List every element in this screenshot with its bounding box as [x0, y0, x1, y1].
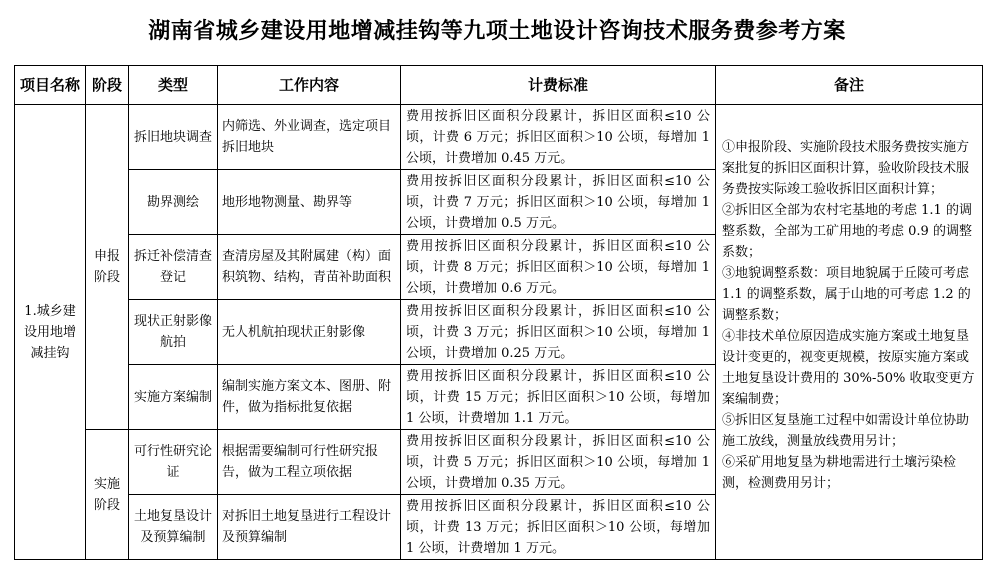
fee-cell: 费用按拆旧区面积分段累计，拆旧区面积≤10 公顷，计费 8 万元；拆旧区面积＞10 公顷，每增加 1 公顷，计费增加 0.6 万元。 [401, 235, 716, 300]
project-name-cell: 1.城乡建设用地增减挂钩 [15, 105, 86, 560]
fee-cell: 费用按拆旧区面积分段累计，拆旧区面积≤10 公顷，计费 6 万元；拆旧区面积＞10 公顷，每增加 1 公顷，计费增加 0.45 万元。 [401, 105, 716, 170]
note-item: ②拆旧区全部为农村宅基地的考虑 1.1 的调整系数，全部为工矿用地的考虑 0.9 的调整系数； [722, 203, 972, 260]
content-cell: 对拆旧土地复垦进行工程设计及预算编制 [218, 495, 401, 560]
fee-table [14, 65, 983, 560]
fee-cell: 费用按拆旧区面积分段累计，拆旧区面积≤10 公顷，计费 5 万元；拆旧区面积＞10 公顷，每增加 1 公顷，计费增加 0.35 万元。 [401, 430, 716, 495]
fee-cell: 费用按拆旧区面积分段累计，拆旧区面积≤10 公顷，计费 3 万元；拆旧区面积＞10 公顷，每增加 1 公顷，计费增加 0.25 万元。 [401, 300, 716, 365]
header-phase: 阶段 [86, 66, 129, 105]
header-content: 工作内容 [218, 66, 401, 105]
content-cell: 无人机航拍现状正射影像 [218, 300, 401, 365]
phase-cell: 实施阶段 [86, 430, 129, 560]
type-cell: 可行性研究论证 [129, 430, 218, 495]
header-type: 类型 [129, 66, 218, 105]
note-item: ③地貌调整系数：项目地貌属于丘陵可考虑 1.1 的调整系数，属于山地的可考虑 1.2 的调整系数； [722, 266, 971, 323]
content-cell: 查清房屋及其附属建（构）面积筑物、结构，青苗补助面积 [218, 235, 401, 300]
fee-cell: 费用按拆旧区面积分段累计，拆旧区面积≤10 公顷，计费 15 万元；拆旧区面积＞10 公顷，每增加 1 公顷，计费增加 1.1 万元。 [401, 365, 716, 430]
type-cell: 拆旧地块调查 [129, 105, 218, 170]
header-notes: 备注 [716, 66, 983, 105]
type-cell: 拆迁补偿清查登记 [129, 235, 218, 300]
fee-cell: 费用按拆旧区面积分段累计，拆旧区面积≤10 公顷，计费 13 万元；拆旧区面积＞10 公顷，每增加 1 公顷，计费增加 1 万元。 [401, 495, 716, 560]
type-cell: 勘界测绘 [129, 170, 218, 235]
table-row [15, 105, 983, 170]
content-cell: 地形地物测量、勘界等 [218, 170, 401, 235]
note-item: ④非技术单位原因造成实施方案或土地复垦设计变更的，视变更规模，按原实施方案或土地复垦设计费用的 30%-50% 收取变更方案编制费； [722, 329, 975, 407]
fee-cell: 费用按拆旧区面积分段累计，拆旧区面积≤10 公顷，计费 7 万元；拆旧区面积＞10 公顷，每增加 1 公顷，计费增加 0.5 万元。 [401, 170, 716, 235]
type-cell: 实施方案编制 [129, 365, 218, 430]
notes-cell [716, 105, 983, 560]
type-cell: 现状正射影像航拍 [129, 300, 218, 365]
note-item: ⑥采矿用地复垦为耕地需进行土壤污染检测，检测费用另计； [722, 455, 957, 491]
note-item: ⑤拆旧区复垦施工过程中如需设计单位协助施工放线，测量放线费用另计； [722, 413, 970, 449]
type-cell: 土地复垦设计及预算编制 [129, 495, 218, 560]
content-cell: 内筛选、外业调查，选定项目拆旧地块 [218, 105, 401, 170]
header-project-name: 项目名称 [15, 66, 86, 105]
content-cell: 根据需要编制可行性研究报告，做为工程立项依据 [218, 430, 401, 495]
document-title: 湖南省城乡建设用地增减挂钩等九项土地设计咨询技术服务费参考方案 [148, 18, 846, 44]
phase-cell: 申报阶段 [86, 105, 129, 430]
header-fee-standard: 计费标准 [401, 66, 716, 105]
note-item: ①申报阶段、实施阶段技术服务费按实施方案批复的拆旧区面积计算，验收阶段技术服务费按实际竣工验收拆旧区面积计算； [722, 140, 970, 197]
table-header-row [15, 66, 983, 105]
content-cell: 编制实施方案文本、图册、附件，做为指标批复依据 [218, 365, 401, 430]
